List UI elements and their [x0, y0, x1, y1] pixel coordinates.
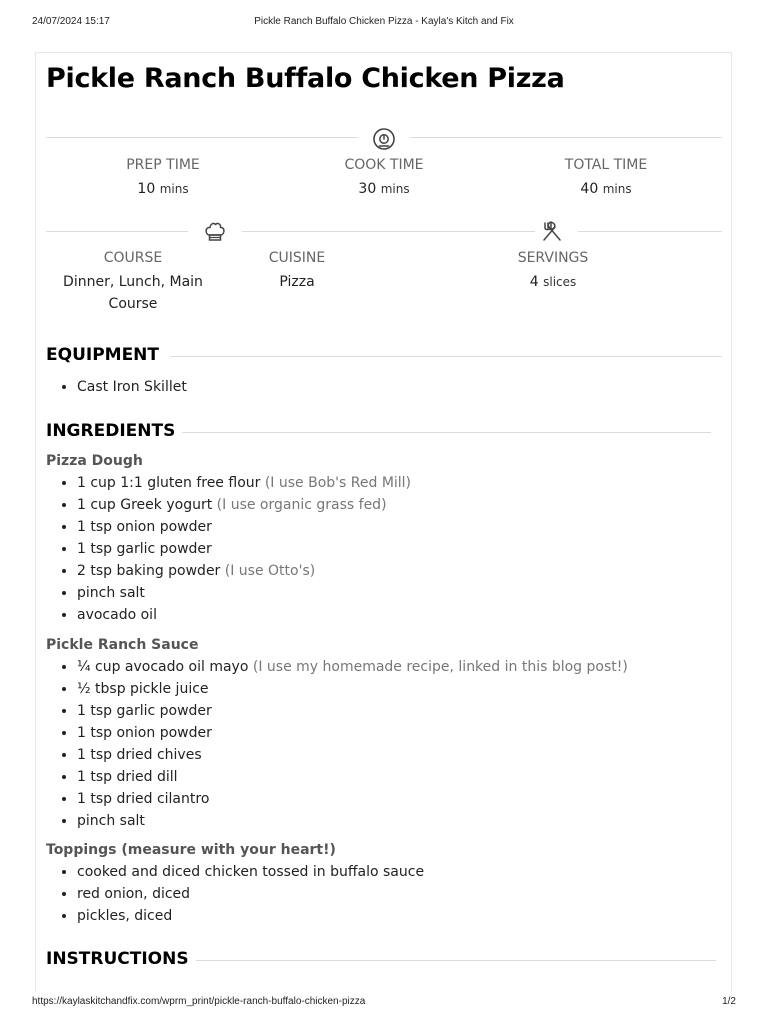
instructions-heading: INSTRUCTIONS: [46, 949, 189, 969]
total-time: [516, 156, 696, 200]
print-page-number: 1/2: [722, 996, 736, 1007]
ingredient-item: • 1 cup Greek yogurt (I use organic grass fed): [77, 494, 411, 516]
servings: [473, 249, 633, 293]
ingredient-item: • 2 tsp baking powder (I use Otto's): [77, 560, 411, 582]
ingredient-item: • 1 tsp garlic powder: [77, 700, 628, 722]
times-divider: [46, 125, 722, 151]
course-label: COURSE: [103, 250, 163, 266]
instructions-section-header: [46, 949, 716, 973]
print-footer: [32, 996, 736, 1010]
ingredient-item: • red onion, diced: [77, 883, 424, 905]
print-date: 24/07/2024 15:17: [32, 16, 110, 27]
ingredient-item: • avocado oil: [77, 604, 411, 626]
cuisine-label: CUISINE: [268, 250, 326, 266]
servings-value: 4 slices: [529, 274, 577, 290]
ingredient-group-pizza-dough: Pizza Dough: [46, 453, 143, 469]
equipment-list: [46, 376, 187, 398]
print-url: https://kaylaskitchandfix.com/wprm_print/pickle-ranch-buffalo-chicken-pizza: [32, 996, 366, 1007]
ingredient-item: • 1 cup 1:1 gluten free flour (I use Bob's Red Mill): [77, 472, 411, 494]
course-value: Dinner, Lunch, Main Course: [63, 274, 203, 312]
print-header: [32, 16, 736, 30]
total-time-value: 40 mins: [580, 181, 632, 197]
cook-time: [294, 156, 474, 200]
ingredient-item: • pinch salt: [77, 810, 628, 832]
prep-time-value: 10 mins: [137, 181, 189, 197]
course: [53, 249, 213, 315]
ingredient-item: • pickles, diced: [77, 905, 424, 927]
chef-hat-icon: [202, 219, 228, 245]
ingredient-list-pizza-dough: [46, 472, 411, 626]
ingredient-item: • ½ tbsp pickle juice: [77, 678, 628, 700]
ingredient-list-pickle-ranch-sauce: [46, 656, 628, 832]
ingredients-heading: INGREDIENTS: [46, 421, 176, 441]
cuisine-value: Pizza: [279, 274, 315, 290]
recipe-title: Pickle Ranch Buffalo Chicken Pizza: [46, 63, 565, 94]
ingredient-item: • 1 tsp dried chives: [77, 744, 628, 766]
ingredient-item: • 1 tsp dried dill: [77, 766, 628, 788]
ingredients-section-header: [46, 421, 711, 445]
print-page-title: Pickle Ranch Buffalo Chicken Pizza - Kayla's Kitch and Fix: [254, 16, 514, 27]
equipment-item: • Cast Iron Skillet: [77, 376, 187, 398]
stopwatch-icon: [371, 125, 397, 151]
recipe-card: [35, 52, 732, 992]
ingredient-list-toppings: [46, 861, 424, 927]
cuisine: [217, 249, 377, 293]
ingredient-item: • ¼ cup avocado oil mayo (I use my homemade recipe, linked in this blog post!): [77, 656, 628, 678]
ingredient-item: • 1 tsp onion powder: [77, 722, 628, 744]
equipment-heading: EQUIPMENT: [46, 345, 160, 365]
total-time-label: TOTAL TIME: [564, 157, 648, 173]
servings-label: SERVINGS: [517, 250, 589, 266]
ingredient-item: • 1 tsp onion powder: [77, 516, 411, 538]
ingredient-item: • 1 tsp dried cilantro: [77, 788, 628, 810]
fork-knife-icon: [539, 219, 565, 245]
prep-time-label: PREP TIME: [126, 157, 200, 173]
ingredient-group-toppings: Toppings (measure with your heart!): [46, 842, 336, 858]
tags-divider: [46, 219, 722, 245]
prep-time: [73, 156, 253, 200]
cook-time-label: COOK TIME: [344, 157, 424, 173]
ingredient-item: • pinch salt: [77, 582, 411, 604]
ingredient-item: • 1 tsp garlic powder: [77, 538, 411, 560]
ingredient-item: • cooked and diced chicken tossed in buffalo sauce: [77, 861, 424, 883]
equipment-section-header: [46, 345, 722, 369]
ingredient-group-pickle-ranch-sauce: Pickle Ranch Sauce: [46, 637, 199, 653]
cook-time-value: 30 mins: [358, 181, 410, 197]
